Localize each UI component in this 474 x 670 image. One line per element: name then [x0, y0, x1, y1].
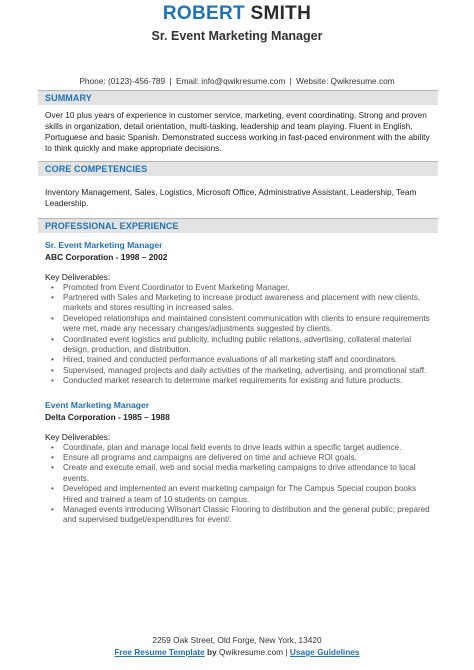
- list-item: • Conducted market research to determine market requirements for existing and future products.: [63, 376, 435, 386]
- list-item: • Partnered with Sales and Marketing to increase product awareness and placement with new clients, markets and stores resulting in increased sales.: [63, 293, 435, 314]
- list-item: • Promoted from Event Coordinator to Event Marketing Manager.: [63, 283, 435, 293]
- footer-links: [0, 646, 474, 658]
- list-item: • Supervised, managed projects and daily activities of the marketing, advertising, and promotional staff.: [63, 366, 435, 376]
- job-title: Sr. Event Marketing Manager: [45, 239, 163, 250]
- job-entry: [0, 399, 474, 526]
- summary-section-bar: [38, 90, 438, 105]
- key-deliverables-label: Key Deliverables:: [45, 271, 111, 282]
- footer-site[interactable]: Qwikresume.com: [219, 647, 284, 657]
- list-item: • Developed relationships and maintained consistent communication with clients to ensure requirements were met, made any necessary changes/adjustments suggested by clients.: [63, 314, 435, 335]
- company-dates: Delta Corporation - 1985 – 1988: [45, 411, 170, 422]
- email[interactable]: Email: info@qwikresume.com: [175, 76, 286, 86]
- resume-footer: [0, 635, 474, 658]
- list-item: • Ensure all programs and campaigns are delivered on time and achieve ROI goals.: [63, 453, 435, 463]
- footer-separator: |: [285, 647, 288, 657]
- usage-guidelines-link[interactable]: Usage Guidelines: [289, 647, 360, 657]
- job-title: Event Marketing Manager: [45, 399, 150, 410]
- summary-heading: SUMMARY: [45, 93, 92, 103]
- contact-line: [0, 75, 474, 87]
- resume-header: [0, 0, 474, 45]
- company-dates: ABC Corporation - 1998 – 2002: [45, 251, 168, 262]
- website[interactable]: Website: Qwikresume.com: [296, 76, 395, 86]
- footer-by: by: [207, 647, 217, 657]
- experience-section-bar: [38, 218, 438, 233]
- job-entry: [0, 239, 474, 387]
- deliverables-list: [63, 443, 435, 526]
- footer-address: 2259 Oak Street, Old Forge, New York, 13420: [152, 635, 322, 645]
- last-name: SMITH: [250, 3, 312, 24]
- candidate-name: [0, 2, 474, 26]
- competencies-section-bar: [38, 161, 438, 176]
- deliverables-list: [63, 283, 435, 387]
- first-name: ROBERT: [162, 3, 245, 24]
- summary-text: Over 10 plus years of experience in customer service, marketing, event coordinating. Strong and proven skills in organization, detail orientation, multi-tasking, leadership and team playing. Fluent in English, Portuguese and basic Spanish. Demonstrated success working in fast-paced environment with the ability to think quickly and make appropriate decisions.: [45, 110, 430, 154]
- contact-separator: |: [289, 76, 292, 86]
- list-item: • Developed and implemented an event marketing campaign for The Campus Special coupon books Hired and trained a team of 10 students on campus.: [63, 484, 435, 505]
- list-item: • Coordinated event logistics and publicity, including public relations, advertising, collateral material design, production, and distribution.: [63, 335, 435, 356]
- key-deliverables-label: Key Deliverables:: [45, 431, 111, 442]
- job-title-heading: Sr. Event Marketing Manager: [151, 29, 323, 43]
- list-item: • Managed events introducing Wilsonart Classic Flooring to distribution and the general public; prepared and supervised budget/expenditures for event/.: [63, 505, 435, 526]
- contact-separator: |: [169, 76, 172, 86]
- free-template-link[interactable]: Free Resume Template: [114, 647, 205, 657]
- phone: Phone: (0123)-456-789: [79, 76, 166, 86]
- competencies-text: Inventory Management, Sales, Logistics, Microsoft Office, Administrative Assistant, Leadership, Team Leadership.: [45, 187, 417, 209]
- list-item: • Create and execute email, web and social media marketing campaigns to drive attendance to local events.: [63, 463, 435, 484]
- list-item: • Coordinate, plan and manage local field events to drive leads within a specific target audience.: [63, 443, 435, 453]
- competencies-heading: CORE COMPETENCIES: [45, 164, 148, 175]
- experience-heading: PROFESSIONAL EXPERIENCE: [45, 220, 179, 231]
- list-item: • Hired, trained and conducted performance evaluations of all marketing staff and coordinators.: [63, 355, 435, 365]
